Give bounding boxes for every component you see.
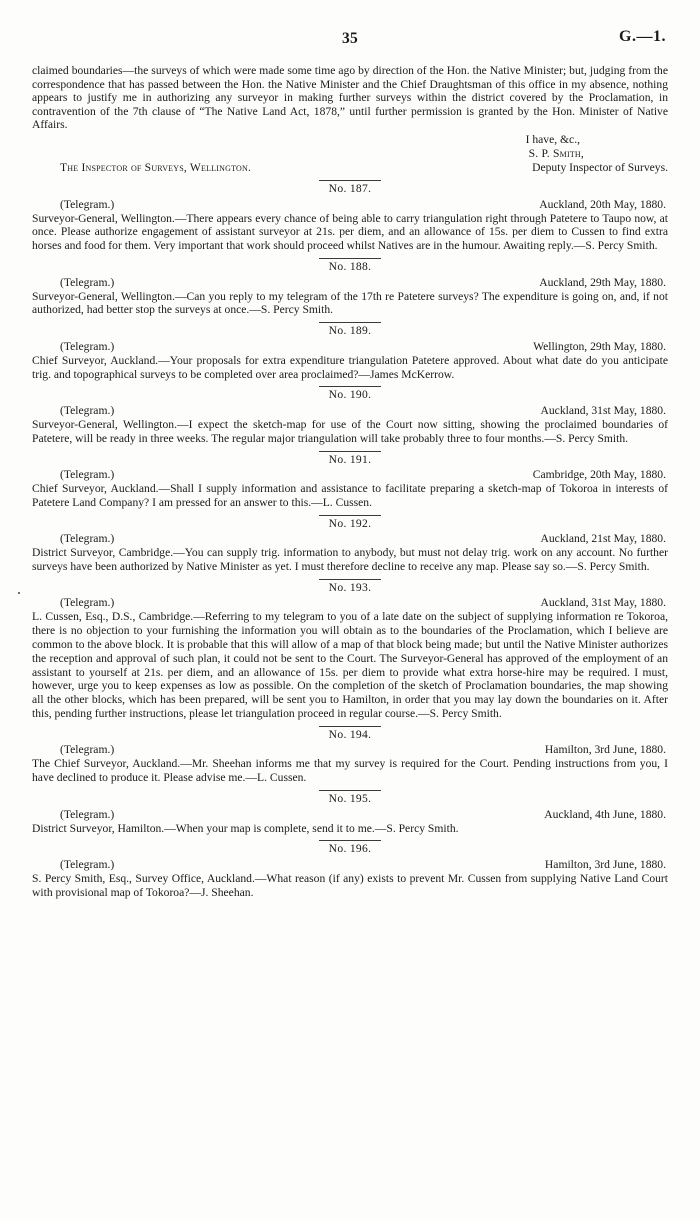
entry-number: No. 189.: [328, 324, 372, 338]
entry-body: L. Cussen, Esq., D.S., Cambridge.—Referring to my telegram to you of a late date on the subject of supplying information re Tokoroa, there is no objection to your furnishing the information you will obtain as to the boundaries of the Proclamation, which I believe are common to the above block. It is probable that this will allow of a map of that block being made; but until the Native Minister authorizes the reception and approval of such plan, it could not be sent to the Court. The Surveyor-General has approved of the employment of an assistant to yourself at 21s. per diem, and an allowance of 15s. per diem to provide what extra horse-hire may be required. I must, however, urge you to keep expenses as low as possible. On the completion of the sketch of Proclamation boundaries, the map showing all the other blocks, which has been prepared, will be sent you to Hamilton, in order that you may lay down the boundaries on it. After this, pending further instructions, please let triangulation proceed in regular course.—S. Percy Smith.: [32, 610, 668, 721]
entry-body: District Surveyor, Cambridge.—You can supply trig. information to anybody, but must not delay trig. work on any account. No further surveys have been authorized by Native Minister as yet. I must therefore decline to receive any map. Please say so.—S. Percy Smith.: [32, 546, 668, 574]
intro-addressee: The Inspector of Surveys, Wellington.: [60, 160, 252, 174]
divider-rule: [319, 451, 381, 452]
entry-separator: [32, 726, 668, 742]
telegram-entry: [32, 840, 668, 899]
entry-place-date: Wellington, 29th May, 1880.: [533, 339, 666, 353]
telegram-entry: [32, 726, 668, 785]
intro-signature: S. P. Smith,: [528, 146, 584, 160]
divider-rule: [319, 180, 381, 181]
entry-kind: (Telegram.): [60, 858, 115, 872]
entry-separator: [32, 579, 668, 595]
entry-separator: [32, 451, 668, 467]
entry-kind: (Telegram.): [60, 197, 115, 211]
entry-body: District Surveyor, Hamilton.—When your map is complete, send it to me.—S. Percy Smith.: [32, 821, 459, 835]
entry-number: No. 188.: [328, 259, 372, 273]
entry-body: Surveyor-General, Wellington.—There appears every chance of being able to carry triangulation right through Patetere to Taupo now, at once. Please authorize engagement of assistant surveyor at 21s. per diem, and an allowance of 15s. per diem to Cussen to find extra horses and food for them. Very important that work should proceed whilst Natives are in the humour. Awaiting reply.—S. Percy Smith.: [32, 211, 668, 253]
entry-separator: [32, 515, 668, 531]
entry-number: No. 191.: [328, 452, 372, 466]
telegram-entry: [32, 579, 668, 721]
entry-place-date: Auckland, 20th May, 1880.: [539, 197, 666, 211]
divider-rule: [319, 840, 381, 841]
divider-rule: [319, 726, 381, 727]
page-number: 35: [342, 30, 358, 47]
entry-kind: (Telegram.): [60, 596, 115, 610]
entry-number: No. 192.: [328, 516, 372, 530]
intro-paragraph: claimed boundaries—the surveys of which were made some time ago by direction of the Hon. the Native Minister; but, judging from the correspondence that has passed between the Hon. the Native Minister and the Chief Draughtsman of this office in my absence, nothing appears to justify me in authorizing any surveyor in making further surveys within the district covered by the Proclamation, in contravention of the 7th clause of “The Native Land Act, 1878,” until further permission is granted by the Hon. Minister of Native Affairs.: [32, 64, 668, 132]
entry-kind: (Telegram.): [60, 275, 115, 289]
entry-body: Chief Surveyor, Auckland.—Shall I supply information and assistance to facilitate preparing a sketch-map of Tokoroa in interests of Patetere Land Company? I am pressed for an answer to this.—L. Cussen.: [32, 482, 668, 509]
entry-place-date: Auckland, 4th June, 1880.: [544, 807, 666, 821]
telegram-entry: [32, 386, 668, 445]
intro-closing: I have, &c.,: [525, 132, 580, 146]
entry-place-date: Auckland, 31st May, 1880.: [540, 403, 666, 417]
entry-place-date: Auckland, 31st May, 1880.: [540, 596, 666, 610]
entry-separator: [32, 322, 668, 338]
telegram-entry: [32, 515, 668, 574]
telegram-entry: [32, 322, 668, 381]
entry-kind: (Telegram.): [60, 807, 115, 821]
entry-kind: (Telegram.): [60, 403, 115, 417]
divider-rule: [319, 258, 381, 259]
entry-separator: [32, 790, 668, 806]
entry-kind: (Telegram.): [60, 743, 115, 757]
telegram-entry: [32, 180, 668, 253]
telegram-entry: [32, 790, 668, 835]
intro-title: Deputy Inspector of Surveys.: [532, 160, 668, 174]
entry-place-date: Hamilton, 3rd June, 1880.: [544, 858, 666, 872]
entry-body: Surveyor-General, Wellington.—Can you reply to my telegram of the 17th re Patetere surveys? The expenditure is going on, and, if not authorized, had better stop the surveys at once.—S. Percy Smith.: [32, 289, 668, 317]
page-code: G.—1.: [619, 28, 666, 45]
divider-rule: [319, 515, 381, 516]
telegram-entry: [32, 451, 668, 510]
entry-body: S. Percy Smith, Esq., Survey Office, Auckland.—What reason (if any) exists to prevent Mr. Cussen from supplying Native Land Court with provisional map of Tokoroa?—J. Sheehan.: [32, 872, 668, 899]
entry-kind: (Telegram.): [60, 468, 115, 482]
entry-number: No. 187.: [328, 181, 372, 195]
document-body: [32, 64, 668, 900]
entry-body: Surveyor-General, Wellington.—I expect the sketch-map for use of the Court now sitting, showing the proclaimed boundaries of Patetere, will be ready in three weeks. The regular major triangulation will take probably three to four months.—S. Percy Smith.: [32, 417, 668, 445]
entry-place-date: Cambridge, 20th May, 1880.: [532, 468, 666, 482]
entry-separator: [32, 180, 668, 196]
entry-body: The Chief Surveyor, Auckland.—Mr. Sheehan informs me that my survey is required for the Court. Pending instructions from you, I have declined to produce it. Please advise me.—L. Cussen.: [32, 757, 668, 785]
entry-number: No. 194.: [328, 727, 372, 741]
entry-number: No. 190.: [328, 388, 372, 402]
entry-place-date: Hamilton, 3rd June, 1880.: [544, 743, 666, 757]
entry-kind: (Telegram.): [60, 532, 115, 546]
divider-rule: [319, 790, 381, 791]
entry-place-date: Auckland, 29th May, 1880.: [539, 275, 666, 289]
entry-separator: [32, 840, 668, 856]
entry-number: No. 193.: [328, 580, 372, 594]
entry-separator: [32, 386, 668, 402]
entry-place-date: Auckland, 21st May, 1880.: [540, 532, 666, 546]
intro-signature-block: [32, 133, 668, 175]
entry-number: No. 195.: [328, 792, 372, 806]
entry-separator: [32, 258, 668, 274]
page-header: [32, 28, 668, 58]
entry-body: Chief Surveyor, Auckland.—Your proposals for extra expenditure triangulation Patetere approved. About what date do you anticipate trig. and topographical surveys to be completed over area proclaimed?—James McKerrow.: [32, 353, 668, 381]
divider-rule: [319, 322, 381, 323]
entry-number: No. 196.: [328, 842, 372, 856]
telegram-entry: [32, 258, 668, 317]
entry-kind: (Telegram.): [60, 339, 115, 353]
divider-rule: [319, 386, 381, 387]
divider-rule: [319, 579, 381, 580]
margin-mark: [18, 592, 20, 594]
